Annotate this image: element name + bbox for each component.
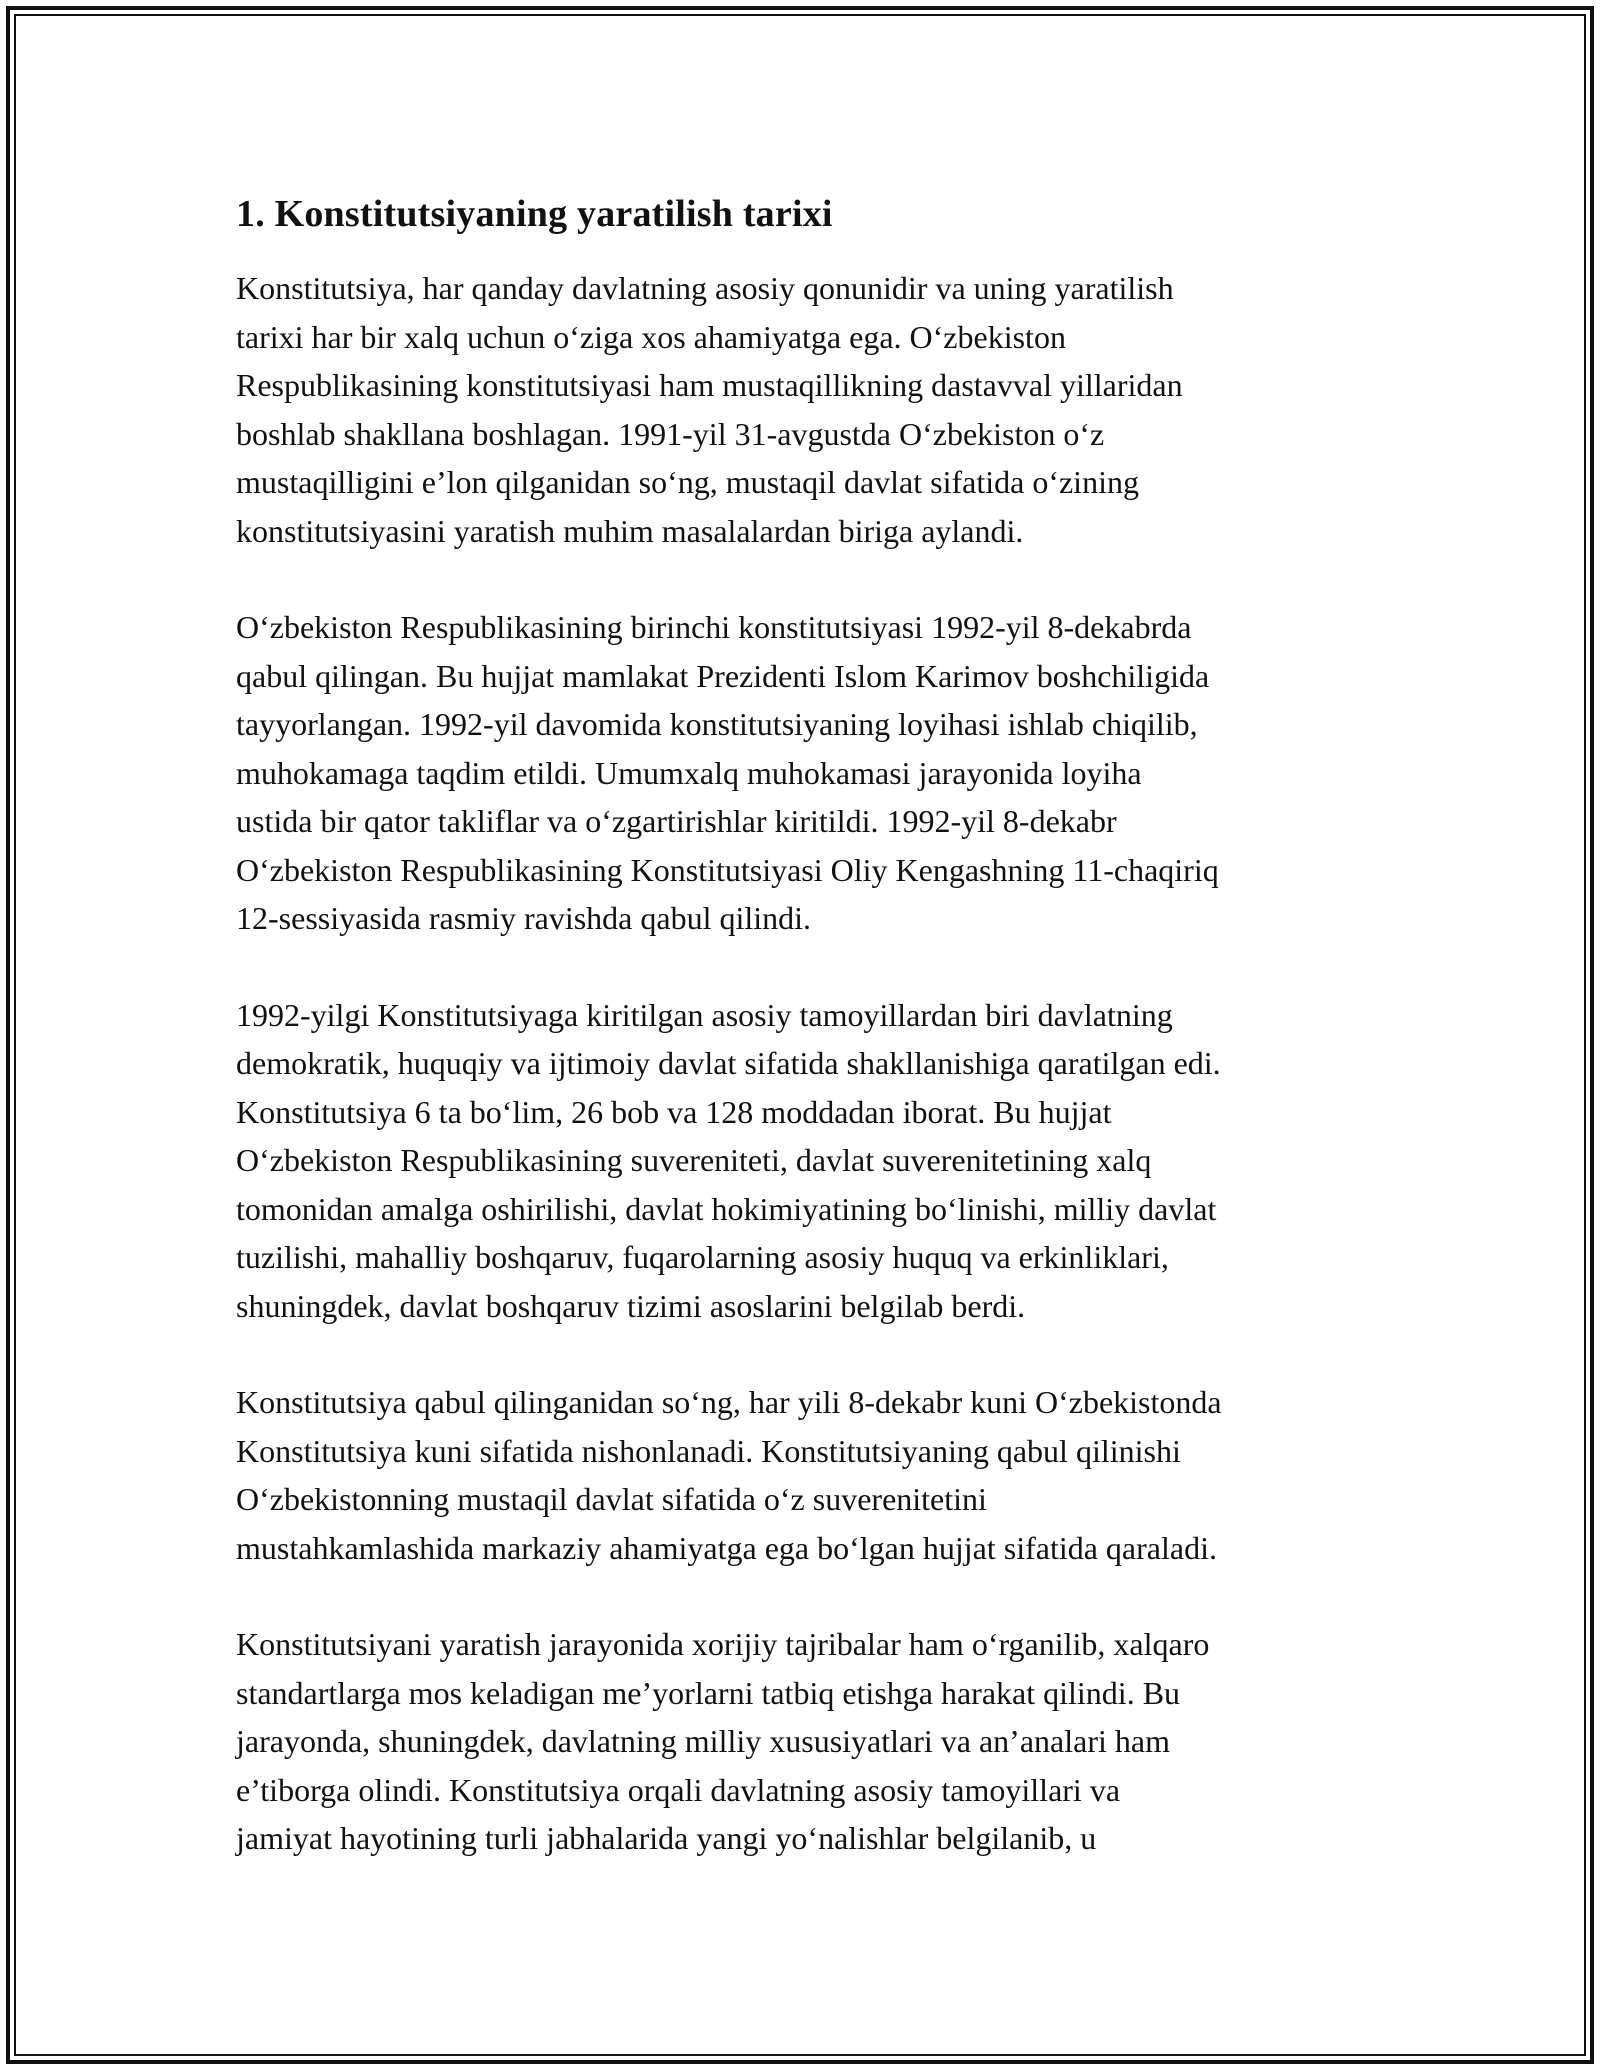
paragraph-line: 12-sessiyasida rasmiy ravishda qabul qilindi. xyxy=(236,900,812,936)
paragraph-line: mustaqilligini e’lon qilganidan so‘ng, mustaqil davlat sifatida o‘zining xyxy=(236,464,1139,500)
paragraph-line: standartlarga mos keladigan me’yorlarni tatbiq etishga harakat qilindi. Bu xyxy=(236,1674,1181,1711)
paragraph-line: jarayonda, shuningdek, davlatning milliy xususiyatlari va an’analari ham xyxy=(236,1723,1170,1759)
paragraph-line: konstitutsiyasini yaratish muhim masalalardan biriga aylandi. xyxy=(236,512,1024,549)
paragraph-line: Konstitutsiya kuni sifatida nishonlanadi. Konstitutsiyaning qabul qilinishi xyxy=(236,1432,1181,1469)
paragraph-line: jamiyat hayotining turli jabhalarida yangi yo‘nalishlar belgilanib, u xyxy=(236,1820,1097,1856)
paragraph-line: mustahkamlashida markaziy ahamiyatga ega bo‘lgan hujjat sifatida qaraladi. xyxy=(236,1529,1217,1566)
paragraph-line: ustida bir qator takliflar va o‘zgartirishlar kiritildi. 1992-yil 8-dekabr xyxy=(236,803,1117,839)
paragraph-line: Konstitutsiya 6 ta bo‘lim, 26 bob va 128 moddadan iborat. Bu hujjat xyxy=(236,1093,1112,1130)
paragraph-line: O‘zbekistonning mustaqil davlat sifatida o‘z suverenitetini xyxy=(236,1481,987,1517)
paragraph-2 xyxy=(236,603,1396,943)
paragraph-line: Konstitutsiya qabul qilinganidan so‘ng, har yili 8-dekabr kuni O‘zbekistonda xyxy=(236,1384,1222,1420)
paragraph-line: tayyorlangan. 1992-yil davomida konstitutsiyaning loyihasi ishlab chiqilib, xyxy=(236,706,1198,742)
paragraph-line: demokratik, huquqiy va ijtimoiy davlat sifatida shakllanishiga qaratilgan edi. xyxy=(236,1045,1221,1081)
paragraph-line: boshlab shakllana boshlagan. 1991-yil 31-avgustda O‘zbekiston o‘z xyxy=(236,415,1105,452)
paragraph-3 xyxy=(236,991,1396,1331)
document-title: 1. Konstitutsiyaning yaratilish tarixi xyxy=(236,193,833,235)
paragraph-line: tuzilishi, mahalliy boshqaruv, fuqarolarning asosiy huquq va erkinliklari, xyxy=(236,1239,1169,1275)
paragraph-line: O‘zbekiston Respublikasining suvereniteti, davlat suverenitetining xalq xyxy=(236,1142,1152,1178)
document-body xyxy=(236,186,1396,1911)
paragraph-1 xyxy=(236,264,1396,555)
paragraph-5 xyxy=(236,1620,1396,1863)
paragraph-line: Konstitutsiya, har qanday davlatning asosiy qonunidir va uning yaratilish xyxy=(236,270,1174,306)
paragraph-line: 1992-yilgi Konstitutsiyaga kiritilgan asosiy tamoyillardan biri davlatning xyxy=(236,996,1173,1033)
paragraph-line: e’tiborga olindi. Konstitutsiya orqali davlatning asosiy tamoyillari va xyxy=(236,1771,1121,1808)
paragraph-line: muhokamaga taqdim etildi. Umumxalq muhokamasi jarayonida loyiha xyxy=(236,754,1142,791)
paragraph-line: Konstitutsiyani yaratish jarayonida xorijiy tajribalar ham o‘rganilib, xalqaro xyxy=(236,1626,1210,1662)
paragraph-line: shuningdek, davlat boshqaruv tizimi asoslarini belgilab berdi. xyxy=(236,1287,1026,1324)
paragraph-line: tomonidan amalga oshirilishi, davlat hokimiyatining bo‘linishi, milliy davlat xyxy=(236,1190,1217,1227)
paragraph-line: tarixi har bir xalq uchun o‘ziga xos ahamiyatga ega. O‘zbekiston xyxy=(236,318,1066,355)
paragraph-line: qabul qilingan. Bu hujjat mamlakat Prezidenti Islom Karimov boshchiligida xyxy=(236,657,1210,694)
paragraph-line: O‘zbekiston Respublikasining birinchi konstitutsiyasi 1992-yil 8-dekabrda xyxy=(236,609,1192,645)
paragraph-4 xyxy=(236,1378,1396,1572)
paragraph-line: O‘zbekiston Respublikasining Konstitutsiyasi Oliy Kengashning 11-chaqiriq xyxy=(236,851,1219,888)
paragraph-line: Respublikasining konstitutsiyasi ham mustaqillikning dastavval yillaridan xyxy=(236,367,1183,403)
